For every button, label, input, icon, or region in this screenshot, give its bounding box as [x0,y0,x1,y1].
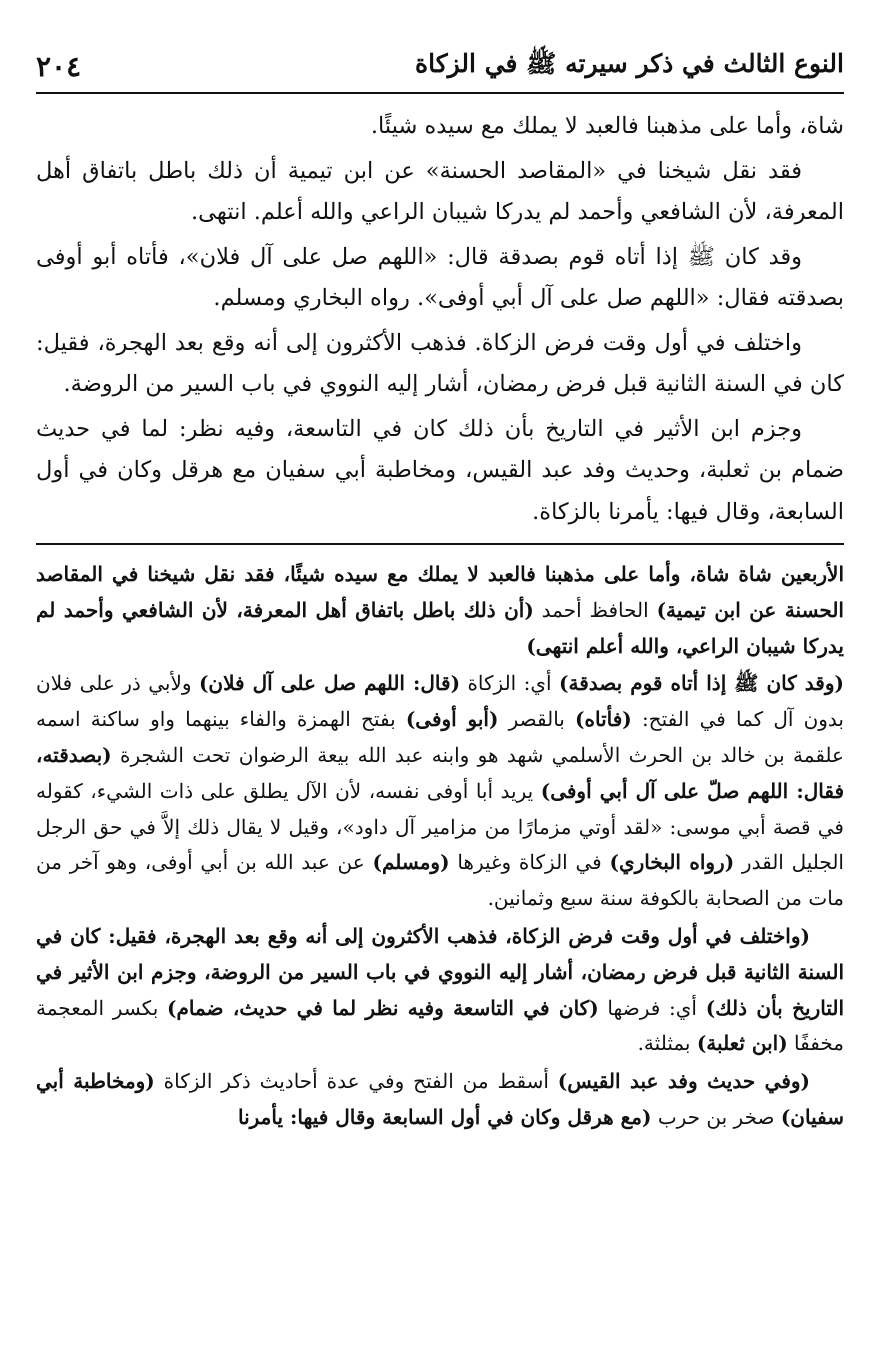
commentary-text: أي: فرضها [598,995,706,1020]
quoted-text: (مع هرقل وكان في أول السابعة وقال فيها: يأمرنا [237,1104,652,1129]
quoted-text: (بصدقته، فقال: اللهم صلّ على آل أبي أوفى) [36,742,845,803]
commentary-text: أي: الزكاة [460,671,560,696]
commentary-paragraph [36,666,844,917]
commentary-paragraph [36,919,844,1062]
divider-line [36,543,844,545]
commentary-text: الحافظ أحمد [533,597,657,622]
commentary-text: صخر بن حرب [651,1104,781,1129]
commentary-text: بفتح الهمزة والفاء بينهما واو ساكنة اسمه علقمة بن خالد بن الحرث الأسلمي شهد هو وابنه عبد الله بيعة الرضوان تحت الشجرة [36,707,844,767]
commentary-text: في الزكاة وغيرها [449,850,610,875]
commentary-paragraph [36,1064,844,1136]
commentary-paragraph [36,557,844,664]
quoted-text: (رواه البخاري) [609,850,735,875]
main-paragraph: واختلف في أول وقت فرض الزكاة. فذهب الأكثرون إلى أنه وقع بعد الهجرة، فقيل: كان في السنة الثانية قبل فرض رمضان، أشار إليه النووي في باب السير من الروضة. [36,329,844,397]
quoted-text: (أبو أوفى) [405,707,499,732]
running-title: النوع الثالث في ذكر سيرته ﷺ في الزكاة [415,48,844,78]
main-paragraph: شاة، وأما على مذهبنا فالعبد لا يملك مع سيده شيئًا. [370,113,844,139]
quoted-text: (وفي حديث وفد عبد القيس) [557,1069,810,1094]
quoted-text: الأربعين شاة شاة، وأما على مذهبنا فالعبد لا يملك مع سيده شيئًا، فقد نقل شيخنا في المقاصد الحسنة عن ابن تيمية) [36,562,844,622]
quoted-text: (كان في التاسعة وفيه نظر لما في حديث، ضمام) [167,995,599,1020]
page [36,40,844,1138]
commentary-text: بكسر المعجمة مخففًا [36,995,844,1056]
commentary-text: بمثلثة. [637,1031,697,1056]
commentary [36,557,844,1136]
page-number: ٢٠٤ [36,49,82,83]
quoted-text: (ومخاطبة أبي سفيان) [36,1069,844,1129]
quoted-text: (أن ذلك باطل باتفاق أهل المعرفة، لأن الشافعي وأحمد لم يدركا شيبان الراعي، والله أعلم انتهى) [36,597,844,658]
commentary-text: يريد أبا أوفى نفسه، لأن الآل يطلق على ذات الشيء، كقوله في قصة أبي موسى: «لقد أوتي مزمارًا من مزامير آل داود»، وقيل لا يقال ذلك إلاَّ في حق الرجل الجليل القدر [36,778,844,875]
commentary-text: بالقصر [498,707,576,732]
commentary-text: عن عبد الله بن أبي أوفى، وهو آخر من مات من الصحابة بالكوفة سنة سبع وثمانين. [36,850,844,911]
main-paragraph: وجزم ابن الأثير في التاريخ بأن ذلك كان في التاسعة، وفيه نظر: لما في حديث ضمام بن ثعلبة، وحديث وفد عبد القيس، ومخاطبة أبي سفيان مع هرقل وكان في أول السابعة، وقال فيها: يأمرنا بالزكاة. [36,415,844,525]
main-paragraph: فقد نقل شيخنا في «المقاصد الحسنة» عن ابن تيمية أن ذلك باطل باتفاق أهل المعرفة، لأن الشافعي وأحمد لم يدركا شيبان الراعي والله أعلم. انتهى. [36,157,844,225]
page-header [36,40,844,94]
quoted-text: (قال: اللهم صل على آل فلان) [198,671,461,696]
main-text [36,106,844,533]
quoted-text: (فأتاه) [575,707,632,732]
main-paragraph: وقد كان ﷺ إذا أتاه قوم بصدقة قال: «اللهم صل على آل فلان»، فأتاه أبو أوفى بصدقته فقال: «اللهم صل على آل أبي أوفى». رواه البخاري ومسلم. [36,243,844,311]
commentary-text: أسقط من الفتح وفي عدة أحاديث ذكر الزكاة [154,1069,558,1094]
commentary-text: ولأبي ذر على فلان بدون آل كما في الفتح: [36,671,844,732]
quoted-text: (ابن ثعلبة) [696,1031,788,1056]
quoted-text: (وقد كان ﷺ إذا أتاه قوم بصدقة) [559,671,844,696]
quoted-text: (ومسلم) [372,850,450,875]
quoted-text: (واختلف في أول وقت فرض الزكاة، فذهب الأكثرون إلى أنه وقع بعد الهجرة، فقيل: كان في السنة الثانية قبل فرض رمضان، أشار إليه النووي في باب السير من الروضة، وجزم ابن الأثير في التاريخ بأن ذلك) [36,923,845,1020]
